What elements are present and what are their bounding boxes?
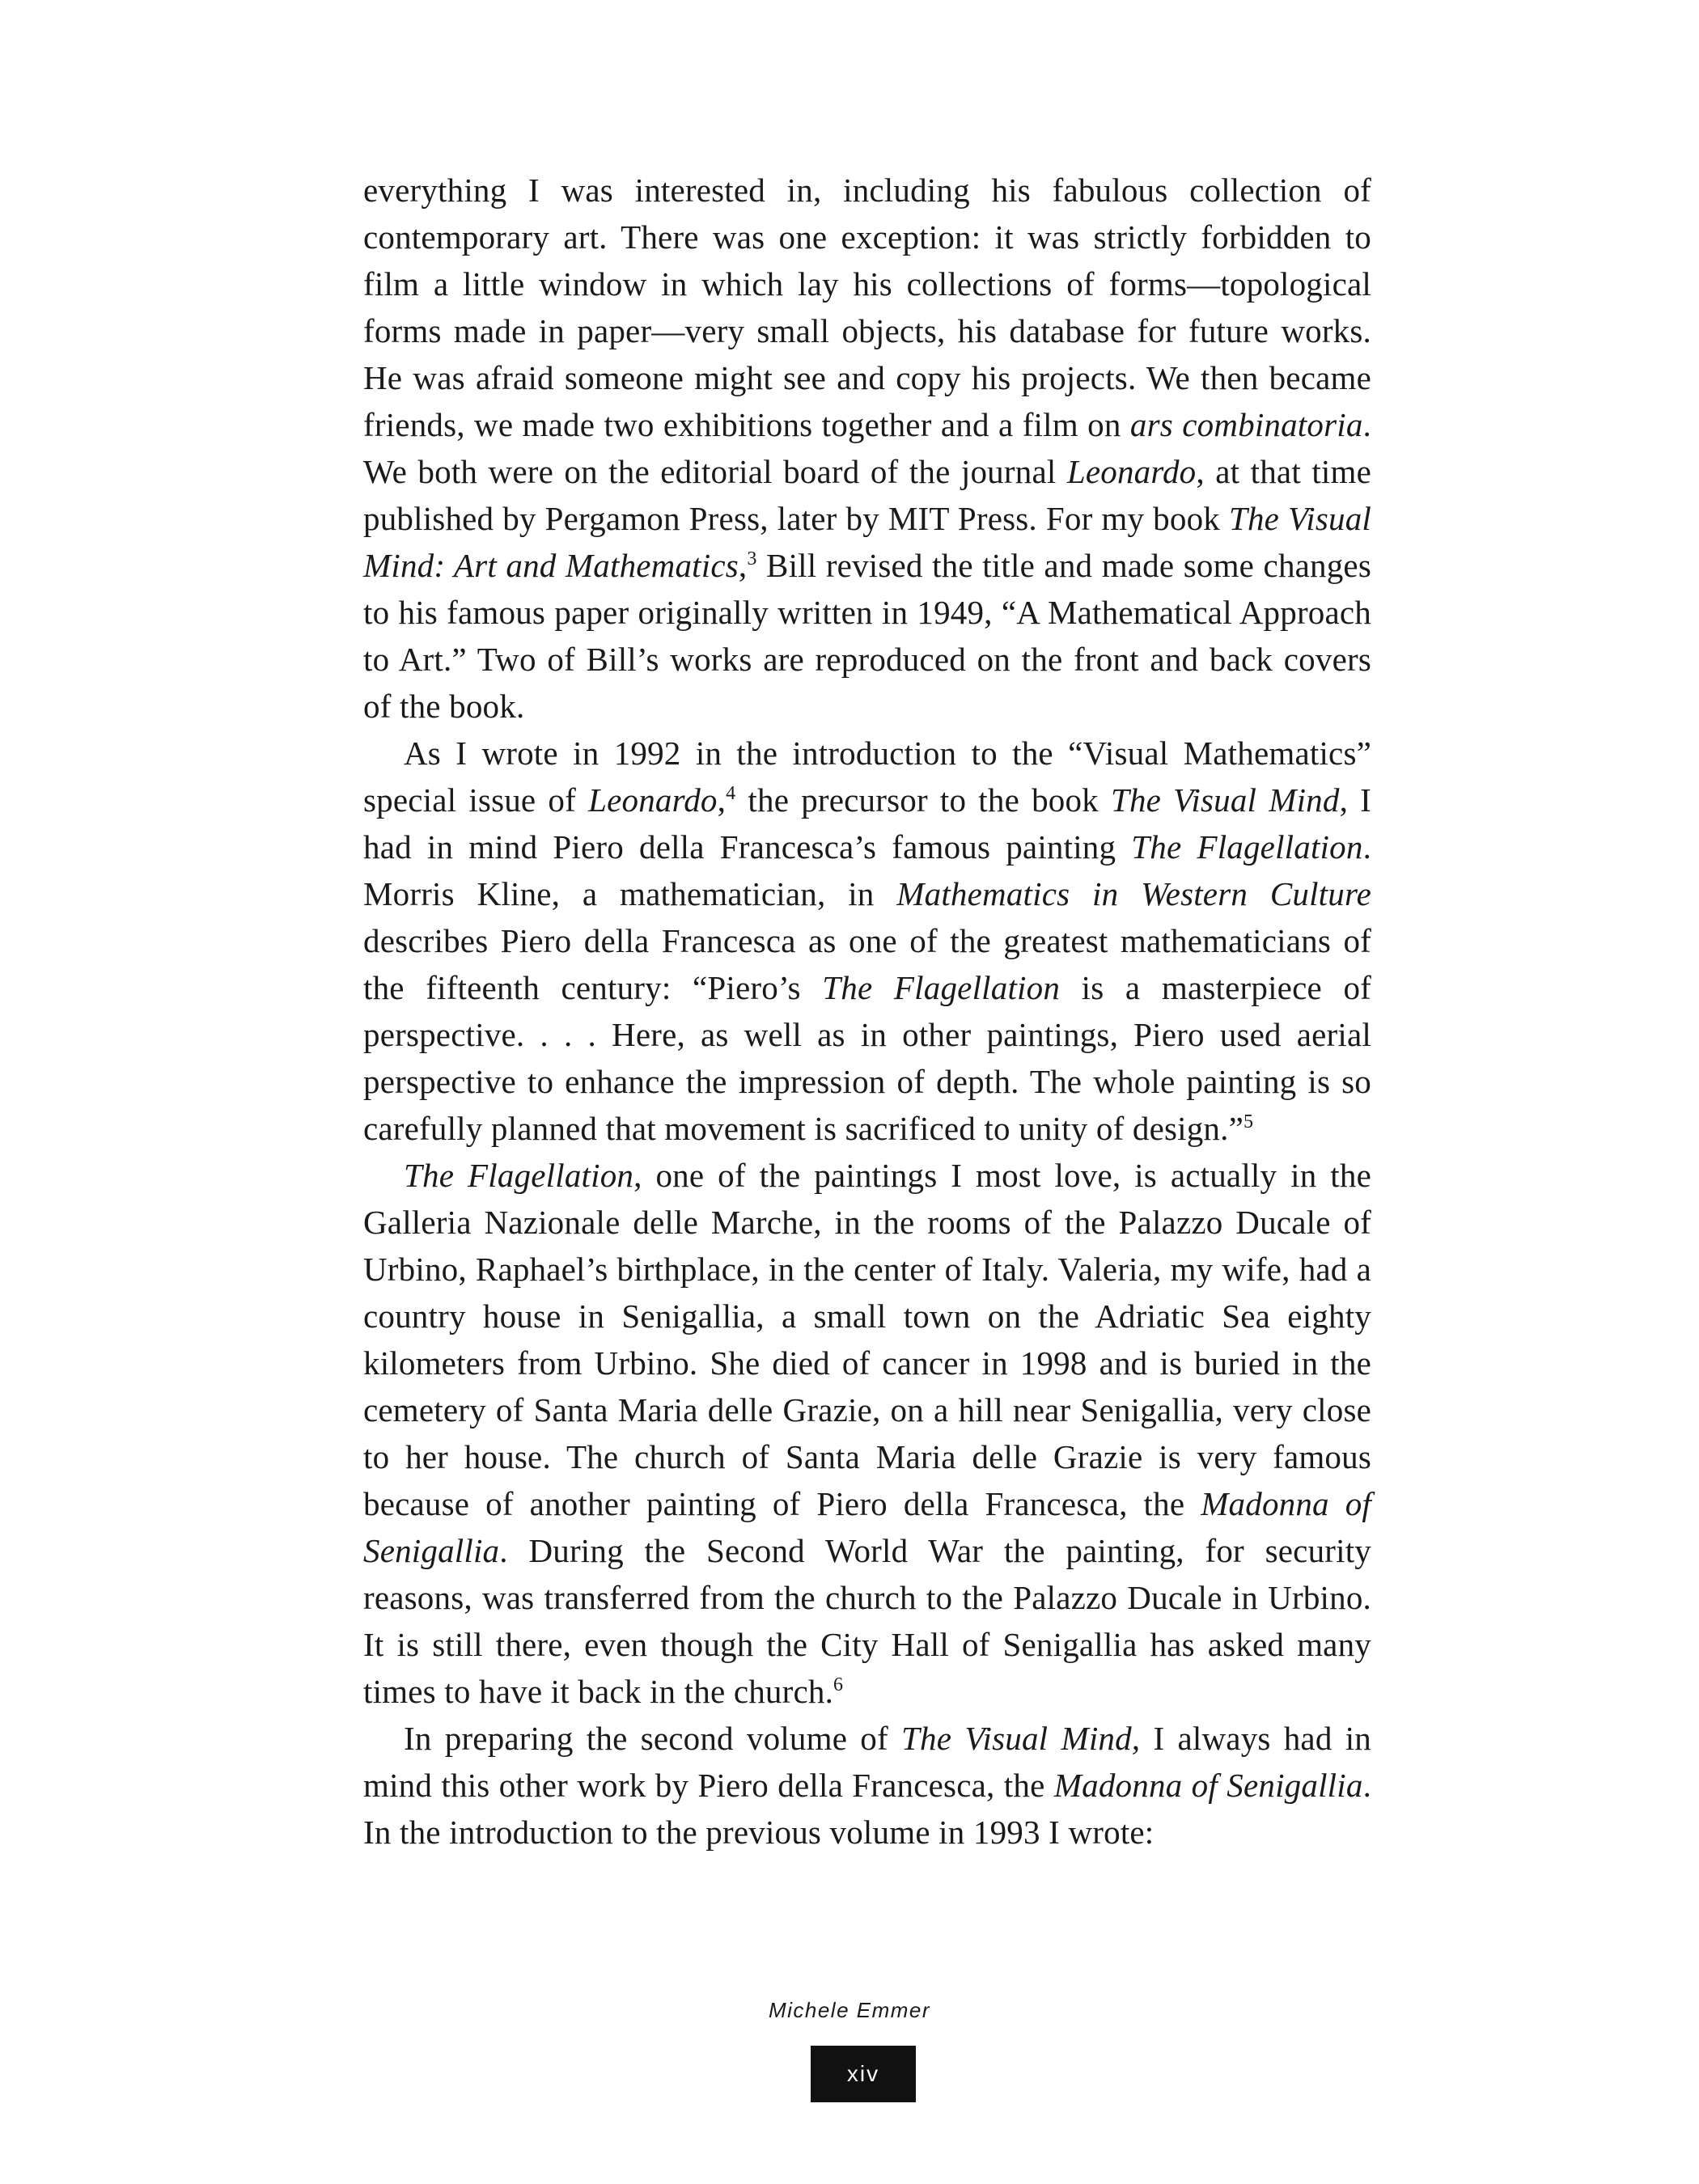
text-run: . Morris Kline, a mathematician, in	[363, 828, 1372, 912]
text-run: As I wrote in 1992 in the introduction to the “Visual Mathematics” special issue of	[363, 734, 1371, 819]
italic-run: Mathematics in Western Culture	[896, 875, 1371, 912]
italic-run: ars combinatoria	[1129, 406, 1363, 443]
text-run: . During the Second World War the painting, for security reasons, was transferred from the church to the Palazzo Ducale in Urbino. It is still there, even though the City Hall of Senigallia has asked many times to have it back in the church.	[363, 1532, 1371, 1710]
text-run: , at that time published by Pergamon Press, later by MIT Press. For my book	[363, 453, 1371, 537]
text-run: In preparing the second volume of	[404, 1720, 902, 1757]
italic-run: The Flagellation	[1131, 828, 1363, 866]
paragraph	[363, 167, 1371, 730]
page-number: xiv	[811, 2046, 916, 2102]
text-run: everything I was interested in, including his fabulous collection of contemporary art. There was one exception: it was strictly forbidden to film a little window in which lay his collections of forms—topological forms made in paper—very small objects, his database for future works. He was afraid someone might see and copy his projects. We then became friends, we made two exhibitions together and a film on	[363, 171, 1371, 443]
footnote-ref: 4	[726, 783, 736, 804]
text-run: is a masterpiece of perspective. . . . Here, as well as in other paintings, Piero used aerial perspective to enhance the impression of depth. The whole painting is so carefully planned that movement is sacrificed to unity of design.”	[363, 969, 1371, 1147]
footnote-ref: 6	[833, 1674, 844, 1695]
text-run: ,	[717, 781, 727, 819]
text-run: . In the introduction to the previous volume in 1993 I wrote:	[363, 1767, 1372, 1851]
italic-run: The Visual Mind,	[901, 1720, 1141, 1757]
body-text	[363, 167, 1371, 1856]
italic-run: Leonardo	[588, 781, 718, 819]
text-run: , I had in mind Piero della Francesca’s famous painting	[363, 781, 1371, 866]
text-run: describes Piero della Francesca as one of the greatest mathematicians of the fifteenth century: “Piero’s	[363, 922, 1371, 1006]
paragraph	[363, 1152, 1371, 1715]
footnote-ref: 3	[747, 548, 757, 569]
italic-run: The Visual Mind	[1110, 781, 1340, 819]
italic-run: The Flagellation	[822, 969, 1061, 1006]
italic-run: Leonardo	[1066, 453, 1197, 490]
footnote-ref: 5	[1243, 1111, 1254, 1132]
text-run: the precursor to the book	[735, 781, 1111, 819]
italic-run: The Visual Mind: Art and Mathematics	[363, 500, 1371, 584]
text-run: ,	[738, 547, 748, 584]
text-run: I always had in mind this other work by Piero della Francesca, the	[363, 1720, 1372, 1804]
text-run: Bill revised the title and made some changes to his famous paper originally written in 1949, “A Mathematical Approach to Art.” Two of Bill’s works are reproduced on the front and back covers of the book.	[363, 547, 1371, 725]
text-run: . We both were on the editorial board of the journal	[363, 406, 1371, 490]
text-run: , one of the paintings I most love, is actually in the Galleria Nazionale delle Marche, in the rooms of the Palazzo Ducale of Urbino, Raphael’s birthplace, in the center of Italy. Valeria, my wife, had a country house in Senigallia, a small town on the Adriatic Sea eighty kilometers from Urbino. She died of cancer in 1998 and is buried in the cemetery of Santa Maria delle Grazie, on a hill near Senigallia, very close to her house. The church of Santa Maria delle Grazie is very famous because of another painting of Piero della Francesca, the	[363, 1157, 1371, 1522]
paragraph	[363, 1715, 1371, 1856]
italic-run: Madonna of Senigallia	[1053, 1767, 1363, 1804]
running-footer-author: Michele Emmer	[768, 1998, 931, 2022]
paragraph	[363, 730, 1371, 1152]
italic-run: The Flagellation	[404, 1157, 634, 1194]
italic-run: Madonna of Senigallia	[363, 1485, 1371, 1569]
